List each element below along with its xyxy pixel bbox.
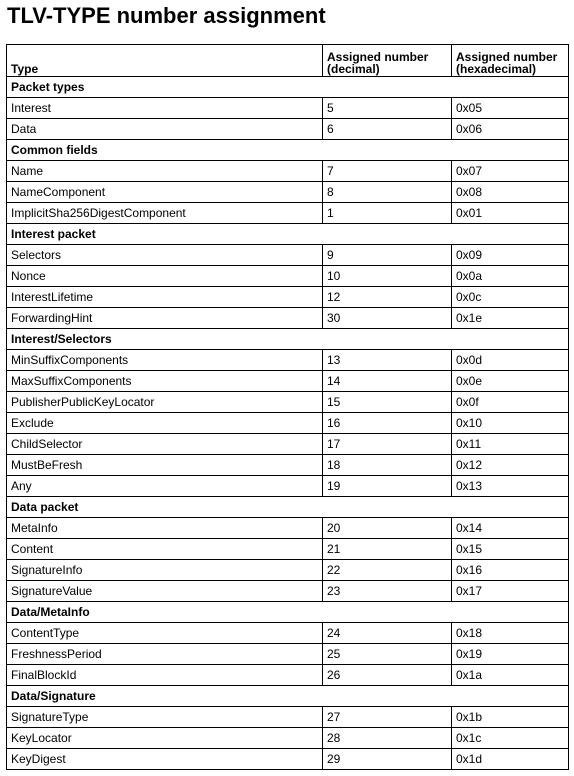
hex-cell: 0x07	[452, 161, 569, 182]
section-label: Packet types	[7, 77, 569, 98]
hex-cell: 0x19	[452, 644, 569, 665]
hex-cell: 0x0f	[452, 392, 569, 413]
decimal-cell: 28	[323, 728, 452, 749]
type-cell: Exclude	[7, 413, 323, 434]
decimal-cell: 8	[323, 182, 452, 203]
section-label: Data/Signature	[7, 686, 569, 707]
type-cell: SignatureInfo	[7, 560, 323, 581]
table-row	[7, 119, 569, 140]
decimal-cell: 5	[323, 98, 452, 119]
table-row	[7, 644, 569, 665]
section-row	[7, 497, 569, 518]
table-row	[7, 308, 569, 329]
table-row	[7, 392, 569, 413]
table-row	[7, 665, 569, 686]
type-cell: InterestLifetime	[7, 287, 323, 308]
decimal-cell: 13	[323, 350, 452, 371]
decimal-cell: 18	[323, 455, 452, 476]
decimal-cell: 9	[323, 245, 452, 266]
hex-cell: 0x09	[452, 245, 569, 266]
type-cell: MetaInfo	[7, 518, 323, 539]
header-decimal: Assigned number (decimal)	[323, 45, 452, 77]
decimal-cell: 19	[323, 476, 452, 497]
hex-cell: 0x16	[452, 560, 569, 581]
decimal-cell: 24	[323, 623, 452, 644]
type-cell: MustBeFresh	[7, 455, 323, 476]
section-label: Interest packet	[7, 224, 569, 245]
table-row	[7, 350, 569, 371]
hex-cell: 0x1b	[452, 707, 569, 728]
section-row	[7, 602, 569, 623]
header-type: Type	[7, 45, 323, 77]
type-cell: Content	[7, 539, 323, 560]
hex-cell: 0x1a	[452, 665, 569, 686]
table-row	[7, 749, 569, 770]
type-cell: ChildSelector	[7, 434, 323, 455]
section-row	[7, 686, 569, 707]
table-row	[7, 203, 569, 224]
hex-cell: 0x15	[452, 539, 569, 560]
hex-cell: 0x0e	[452, 371, 569, 392]
header-hex: Assigned number (hexadecimal)	[452, 45, 569, 77]
type-cell: MinSuffixComponents	[7, 350, 323, 371]
decimal-cell: 21	[323, 539, 452, 560]
tlv-type-table	[6, 44, 569, 770]
table-row	[7, 623, 569, 644]
table-row	[7, 182, 569, 203]
hex-cell: 0x17	[452, 581, 569, 602]
hex-cell: 0x12	[452, 455, 569, 476]
type-cell: PublisherPublicKeyLocator	[7, 392, 323, 413]
decimal-cell: 12	[323, 287, 452, 308]
type-cell: Nonce	[7, 266, 323, 287]
section-row	[7, 224, 569, 245]
type-cell: Selectors	[7, 245, 323, 266]
hex-cell: 0x14	[452, 518, 569, 539]
table-row	[7, 98, 569, 119]
decimal-cell: 29	[323, 749, 452, 770]
hex-cell: 0x05	[452, 98, 569, 119]
type-cell: Interest	[7, 98, 323, 119]
type-cell: FinalBlockId	[7, 665, 323, 686]
decimal-cell: 10	[323, 266, 452, 287]
hex-cell: 0x08	[452, 182, 569, 203]
hex-cell: 0x06	[452, 119, 569, 140]
section-row	[7, 329, 569, 350]
section-label: Interest/Selectors	[7, 329, 569, 350]
type-cell: Any	[7, 476, 323, 497]
decimal-cell: 27	[323, 707, 452, 728]
type-cell: ImplicitSha256DigestComponent	[7, 203, 323, 224]
hex-cell: 0x13	[452, 476, 569, 497]
decimal-cell: 15	[323, 392, 452, 413]
table-row	[7, 455, 569, 476]
table-row	[7, 371, 569, 392]
table-row	[7, 728, 569, 749]
table-row	[7, 518, 569, 539]
hex-cell: 0x1e	[452, 308, 569, 329]
table-row	[7, 560, 569, 581]
hex-cell: 0x0a	[452, 266, 569, 287]
table-row	[7, 245, 569, 266]
decimal-cell: 22	[323, 560, 452, 581]
decimal-cell: 20	[323, 518, 452, 539]
table-row	[7, 413, 569, 434]
decimal-cell: 25	[323, 644, 452, 665]
hex-cell: 0x10	[452, 413, 569, 434]
table-row	[7, 434, 569, 455]
section-row	[7, 77, 569, 98]
decimal-cell: 30	[323, 308, 452, 329]
type-cell: NameComponent	[7, 182, 323, 203]
decimal-cell: 16	[323, 413, 452, 434]
hex-cell: 0x11	[452, 434, 569, 455]
table-body	[7, 77, 569, 770]
decimal-cell: 17	[323, 434, 452, 455]
hex-cell: 0x01	[452, 203, 569, 224]
table-row	[7, 476, 569, 497]
type-cell: Data	[7, 119, 323, 140]
type-cell: KeyLocator	[7, 728, 323, 749]
section-label: Common fields	[7, 140, 569, 161]
page-title: TLV-TYPE number assignment	[7, 3, 326, 28]
section-row	[7, 140, 569, 161]
table-row	[7, 287, 569, 308]
type-cell: SignatureType	[7, 707, 323, 728]
type-cell: SignatureValue	[7, 581, 323, 602]
hex-cell: 0x1c	[452, 728, 569, 749]
decimal-cell: 26	[323, 665, 452, 686]
decimal-cell: 7	[323, 161, 452, 182]
table-row	[7, 581, 569, 602]
table-row	[7, 707, 569, 728]
decimal-cell: 23	[323, 581, 452, 602]
type-cell: Name	[7, 161, 323, 182]
decimal-cell: 1	[323, 203, 452, 224]
type-cell: KeyDigest	[7, 749, 323, 770]
type-cell: FreshnessPeriod	[7, 644, 323, 665]
decimal-cell: 6	[323, 119, 452, 140]
hex-cell: 0x0c	[452, 287, 569, 308]
type-cell: ForwardingHint	[7, 308, 323, 329]
type-cell: MaxSuffixComponents	[7, 371, 323, 392]
decimal-cell: 14	[323, 371, 452, 392]
table-row	[7, 539, 569, 560]
section-label: Data packet	[7, 497, 569, 518]
hex-cell: 0x18	[452, 623, 569, 644]
hex-cell: 0x0d	[452, 350, 569, 371]
section-label: Data/MetaInfo	[7, 602, 569, 623]
table-row	[7, 266, 569, 287]
table-row	[7, 161, 569, 182]
table-header-row	[7, 45, 569, 77]
type-cell: ContentType	[7, 623, 323, 644]
hex-cell: 0x1d	[452, 749, 569, 770]
